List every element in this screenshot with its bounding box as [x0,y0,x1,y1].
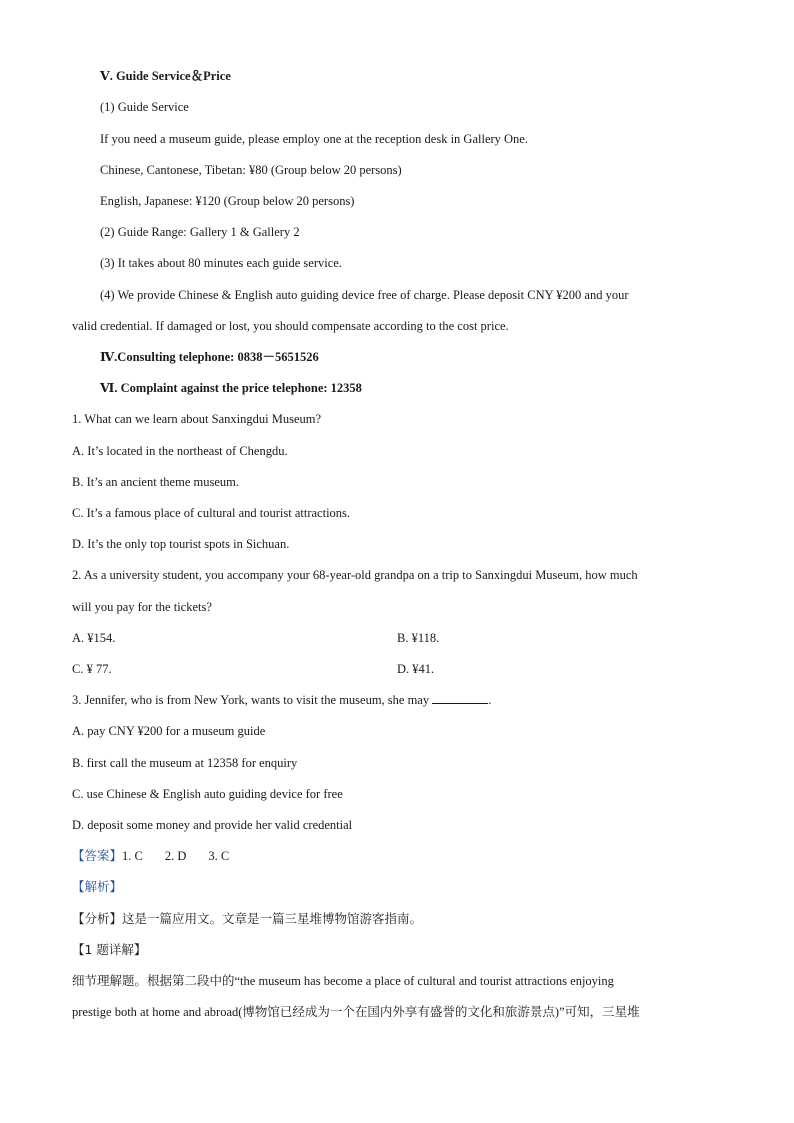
question-1-option-c: C. It’s a famous place of cultural and tourist attractions. [72,506,351,520]
question-1-option-a: A. It’s located in the northeast of Chengdu. [72,444,288,458]
question-2-stem-line2: will you pay for the tickets? [72,600,212,614]
auto-guide-text-line2: valid credential. If damaged or lost, you should compensate according to the cost price. [72,319,509,333]
answer-label: 【答案】 [72,848,123,863]
question-1-option-b: B. It’s an ancient theme museum. [72,475,239,489]
guide-service-subheading: (1) Guide Service [100,100,189,114]
question-3-stem-text: 3. Jennifer, who is from New York, wants to visit the museum, she may [72,693,430,707]
question-2-option-b: B. ¥118. [397,631,440,645]
analysis-label: 【解析】 [72,879,123,894]
answer-2: 2. D [164,849,187,863]
question-3-option-d: D. deposit some money and provide her valid credential [72,818,353,832]
question-3-option-c: C. use Chinese & English auto guiding device for free [72,787,343,801]
auto-guide-text-line1: (4) We provide Chinese & English auto guiding device free of charge. Please deposit CNY ¥200 and your [100,288,629,302]
section-6-heading: Ⅵ. Complaint against the price telephone: 12358 [100,381,362,395]
answer-3: 3. C [208,849,230,863]
english-guide-price: English, Japanese: ¥120 (Group below 20 persons) [100,194,355,208]
chinese-guide-price: Chinese, Cantonese, Tibetan: ¥80 (Group below 20 persons) [100,163,402,177]
question-2-option-d: D. ¥41. [397,662,435,676]
guide-employ-text: If you need a museum guide, please employ one at the reception desk in Gallery One. [100,132,528,146]
question-1-option-d: D. It’s the only top tourist spots in Sichuan. [72,537,290,551]
question-3-option-b: B. first call the museum at 12358 for enquiry [72,756,298,770]
section-5-heading: Ⅴ. Guide Service＆Price [100,69,231,83]
question-1-stem: 1. What can we learn about Sanxingdui Museum? [72,412,322,426]
analysis-summary: 【分析】这是一篇应用文。文章是一篇三星堆博物馆游客指南。 [72,911,423,926]
answer-line [72,848,229,864]
answer-blank [432,692,488,704]
question-1-detail-line2: prestige both at home and abroad(博物馆已经成为一个在国内外享有盛誉的文化和旅游景点)”可知，三星堆 [72,1005,640,1019]
question-1-detail-line1: 细节理解题。根据第二段中的“the museum has become a place of cultural and tourist attractions enjoying [72,974,614,988]
question-2-option-a: A. ¥154. [72,631,116,645]
question-2-stem-line1: 2. As a university student, you accompany your 68-year-old grandpa on a trip to Sanxingdui Museum, how much [72,568,638,582]
question-3-stem [72,692,491,708]
guide-range-text: (2) Guide Range: Gallery 1 & Gallery 2 [100,225,300,239]
question-3-option-a: A. pay CNY ¥200 for a museum guide [72,724,266,738]
section-4-heading: Ⅳ.Consulting telephone: 0838－5651526 [100,350,319,364]
question-1-detail-label: 【1 题详解】 [72,942,147,957]
question-2-option-c: C. ¥ 77. [72,662,112,676]
answer-1: 1. C [122,849,143,863]
guide-duration-text: (3) It takes about 80 minutes each guide service. [100,256,342,270]
question-3-stem-end: . [488,693,492,707]
